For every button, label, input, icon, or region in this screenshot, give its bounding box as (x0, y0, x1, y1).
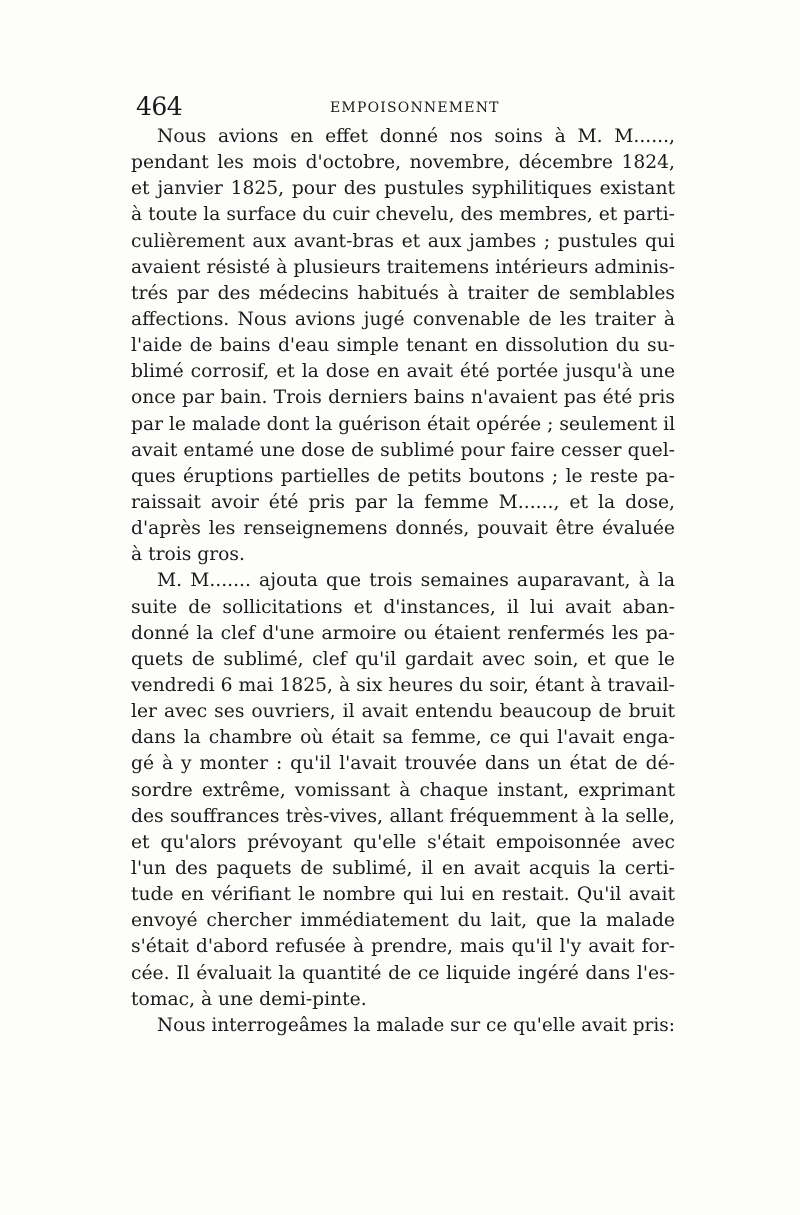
text-line: vendredi 6 mai 1825, à six heures du soir, étant à travail- (131, 674, 675, 696)
text-line: par le malade dont la guérison était opérée ; seulement il (131, 413, 675, 435)
text-line: dans la chambre où était sa femme, ce qui l'avait enga- (131, 727, 675, 749)
text-line: et qu'alors prévoyant qu'elle s'était empoisonnée avec (131, 831, 675, 853)
text-line: ques éruptions partielles de petits boutons ; le reste pa- (131, 465, 675, 487)
text-line: M. M....... ajouta que trois semaines auparavant, à la (157, 570, 675, 592)
text-line: Nous avions en effet donné nos soins à M. M......, (157, 126, 675, 147)
paragraph (131, 568, 675, 1012)
paragraph (131, 1013, 675, 1039)
text-line: trés par des médecins habitués à traiter de semblables (131, 282, 675, 304)
text-line: l'aide de bains d'eau simple tenant en dissolution du su- (131, 335, 675, 357)
text-line: tomac, à une demi-pinte. (131, 988, 367, 1010)
body-text (131, 124, 675, 1039)
running-title: EMPOISONNEMENT (330, 100, 500, 116)
text-line: gé à y monter : qu'il l'avait trouvée dans un état de dé- (131, 753, 675, 775)
text-line: envoyé chercher immédiatement du lait, que la malade (131, 910, 675, 932)
text-line: culièrement aux avant-bras et aux jambes ; pustules qui (131, 230, 675, 252)
text-line: ler avec ses ouvriers, il avait entendu beaucoup de bruit (131, 701, 675, 723)
text-line: tude en vérifiant le nombre qui lui en restait. Qu'il avait (131, 884, 675, 906)
text-line: avaient résisté à plusieurs traitemens intérieurs adminis- (131, 256, 675, 278)
text-line: raissait avoir été pris par la femme M......, et la dose, (131, 491, 675, 513)
text-line: quets de sublimé, clef qu'il gardait avec soin, et que le (131, 648, 675, 670)
text-line: blimé corrosif, et la dose en avait été portée jusqu'à une (131, 361, 675, 383)
page-number: 464 (136, 92, 183, 121)
text-line: avait entamé une dose de sublimé pour faire cesser quel- (131, 439, 675, 461)
text-line: Nous interrogeâmes la malade sur ce qu'elle avait pris: (157, 1014, 675, 1036)
text-line: cée. Il évaluait la quantité de ce liquide ingéré dans l'es- (131, 962, 675, 984)
text-line: once par bain. Trois derniers bains n'avaient pas été pris (131, 387, 675, 409)
paragraph (131, 124, 675, 568)
text-line: donné la clef d'une armoire ou étaient renfermés les pa- (131, 622, 675, 644)
text-line: l'un des paquets de sublimé, il en avait acquis la certi- (131, 857, 675, 879)
text-line: à trois gros. (131, 544, 245, 566)
text-line: s'était d'abord refusée à prendre, mais qu'il l'y avait for- (131, 936, 675, 958)
text-line: sordre extrême, vomissant à chaque instant, exprimant (131, 779, 675, 801)
text-line: à toute la surface du cuir chevelu, des membres, et parti- (131, 204, 675, 226)
text-line: suite de sollicitations et d'instances, il lui avait aban- (131, 596, 675, 618)
text-line: affections. Nous avions jugé convenable de les traiter à (131, 308, 675, 330)
text-line: d'après les renseignemens donnés, pouvait être évaluée (131, 518, 675, 540)
text-line: des souffrances très-vives, allant fréquemment à la selle, (131, 805, 675, 827)
text-line: pendant les mois d'octobre, novembre, décembre 1824, (131, 152, 675, 174)
text-line: et janvier 1825, pour des pustules syphilitiques existant (131, 178, 675, 200)
